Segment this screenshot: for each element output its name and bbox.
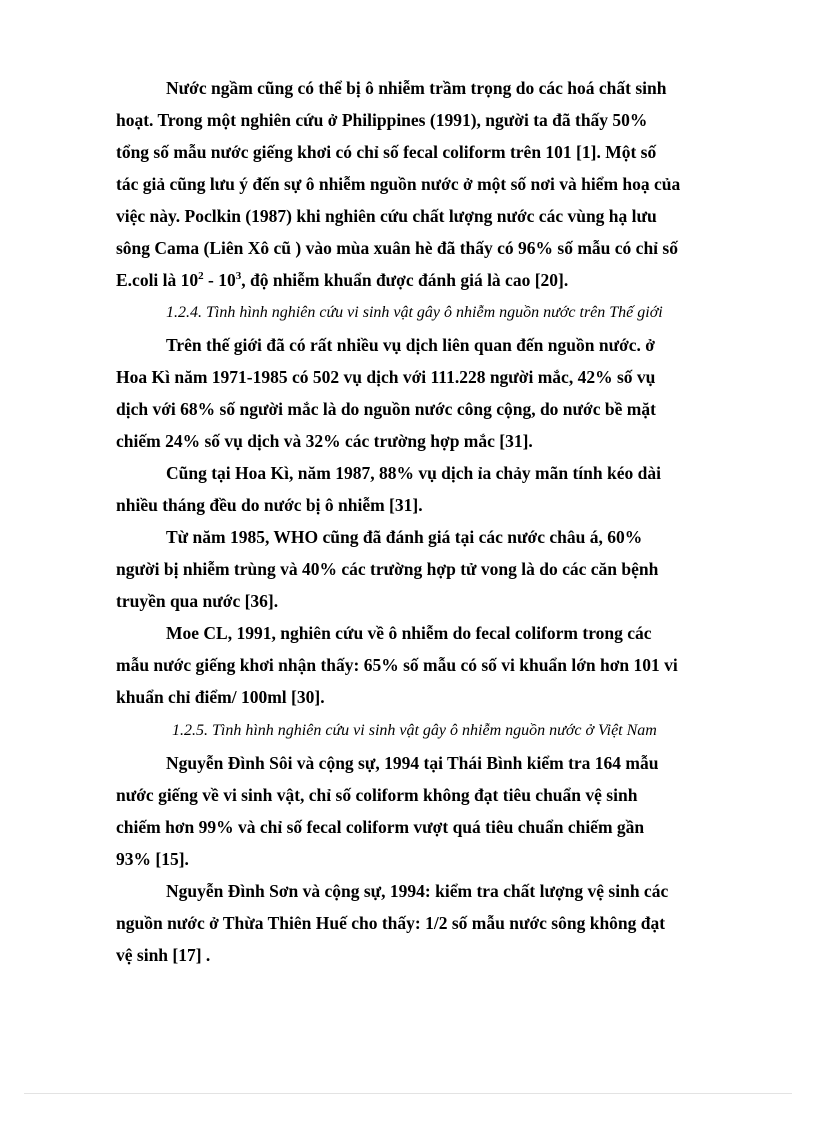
paragraph-4-line-1: Từ năm 1985, WHO cũng đã đánh giá tại các nước châu á, 60% <box>166 527 643 547</box>
paragraph-1-line-6: sông Cama (Liên Xô cũ ) vào mùa xuân hè đã thấy có 96% số mẫu có chỉ số <box>116 238 678 258</box>
paragraph-7-line-2: nguồn nước ở Thừa Thiên Huế cho thấy: 1/2 số mẫu nước sông không đạt <box>116 913 666 933</box>
ecoli-text-a: E.coli là 10 <box>116 270 199 290</box>
paragraph-5-line-1: Moe CL, 1991, nghiên cứu về ô nhiễm do fecal coliform trong các <box>166 623 652 643</box>
ecoli-text-b: - 10 <box>203 270 236 290</box>
page-bottom-rule <box>24 1093 792 1094</box>
paragraph-1-line-7 <box>116 269 568 291</box>
paragraph-6-line-2: nước giếng về vi sinh vật, chỉ số coliform không đạt tiêu chuẩn vệ sinh <box>116 785 638 805</box>
paragraph-1-line-4: tác giả cũng lưu ý đến sự ô nhiễm nguồn nước ở một số nơi và hiểm hoạ của <box>116 174 681 194</box>
paragraph-5-line-3: khuẩn chỉ điểm/ 100ml [30]. <box>116 687 325 707</box>
section-heading-1-2-5: 1.2.5. Tình hình nghiên cứu vi sinh vật gây ô nhiễm nguồn nước ở Việt Nam <box>172 722 657 739</box>
paragraph-7-line-1: Nguyễn Đình Sơn và cộng sự, 1994: kiểm tra chất lượng vệ sinh các <box>166 881 669 901</box>
paragraph-2-line-1: Trên thế giới đã có rất nhiều vụ dịch liên quan đến nguồn nước. ở <box>166 335 655 355</box>
paragraph-3-line-2: nhiều tháng đều do nước bị ô nhiễm [31]. <box>116 495 423 515</box>
paragraph-1-line-2: hoạt. Trong một nghiên cứu ở Philippines (1991), người ta đã thấy 50% <box>116 110 648 130</box>
paragraph-2-line-4: chiếm 24% số vụ dịch và 32% các trường hợp mắc [31]. <box>116 431 533 451</box>
paragraph-4-line-3: truyền qua nước [36]. <box>116 591 279 611</box>
paragraph-2-line-3: dịch với 68% số người mắc là do nguồn nước công cộng, do nước bề mặt <box>116 399 656 419</box>
paragraph-5-line-2: mẫu nước giếng khơi nhận thấy: 65% số mẫu có số vi khuẩn lớn hơn 101 vi <box>116 655 678 675</box>
paragraph-3-line-1: Cũng tại Hoa Kì, năm 1987, 88% vụ dịch ỉa chảy mãn tính kéo dài <box>166 463 661 483</box>
paragraph-1-line-3: tổng số mẫu nước giếng khơi có chỉ số fecal coliform trên 101 [1]. Một số <box>116 142 657 162</box>
paragraph-7-line-3: vệ sinh [17] . <box>116 945 211 965</box>
exponent-2: 2 <box>198 270 204 283</box>
ecoli-text-c: , độ nhiễm khuẩn được đánh giá là cao [20]. <box>241 270 569 290</box>
paragraph-6-line-4: 93% [15]. <box>116 849 189 869</box>
paragraph-4-line-2: người bị nhiễm trùng và 40% các trường hợp tử vong là do các căn bệnh <box>116 559 659 579</box>
exponent-3: 3 <box>235 270 242 283</box>
section-heading-1-2-4: 1.2.4. Tình hình nghiên cứu vi sinh vật gây ô nhiễm nguồn nước trên Thế giới <box>166 304 663 321</box>
paragraph-1-line-5: việc này. Poclkin (1987) khi nghiên cứu chất lượng nước các vùng hạ lưu <box>116 206 657 226</box>
paragraph-1-line-1: Nước ngầm cũng có thể bị ô nhiễm trầm trọng do các hoá chất sinh <box>166 78 667 98</box>
paragraph-6-line-1: Nguyễn Đình Sôi và cộng sự, 1994 tại Thái Bình kiểm tra 164 mẫu <box>166 753 659 773</box>
paragraph-6-line-3: chiếm hơn 99% và chỉ số fecal coliform vượt quá tiêu chuẩn chiếm gần <box>116 817 645 837</box>
paragraph-2-line-2: Hoa Kì năm 1971-1985 có 502 vụ dịch với 111.228 người mắc, 42% số vụ <box>116 367 656 387</box>
